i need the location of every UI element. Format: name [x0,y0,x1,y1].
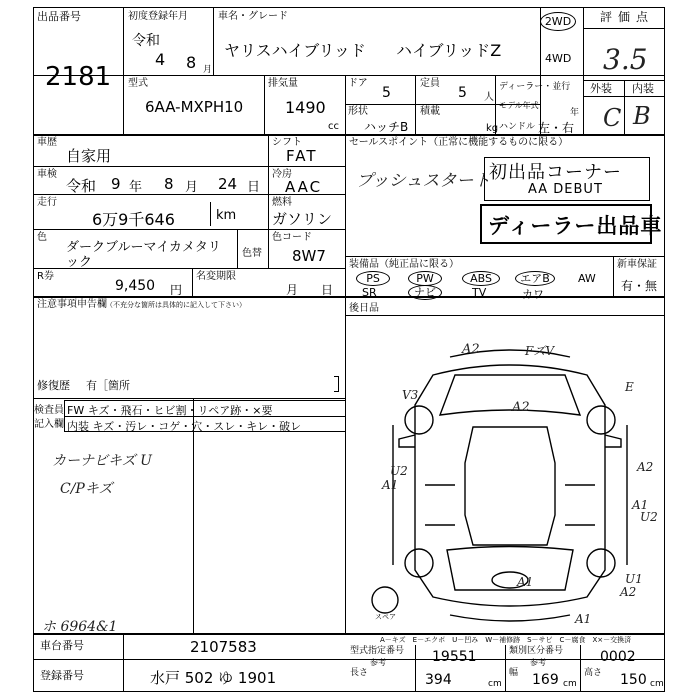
diagram-mark-6: U2 [390,464,408,478]
car-damage-diagram [355,335,665,635]
rule [33,296,665,298]
rule [624,80,625,134]
rule [264,75,265,134]
rule [33,166,345,167]
drive-4wd: 4WD [545,52,572,65]
category-value: 0002 [600,649,636,665]
drive-2wd-badge: 2WD [540,12,576,31]
first-reg-month: 8 [186,53,197,72]
height-unit: cm [650,679,664,689]
rule [613,256,614,296]
roof [465,427,555,545]
diagram-mark-12: U1 [625,572,643,586]
sales-point-handwritten: プッシュスタート [356,171,491,191]
score-value: 3.5 [603,43,648,76]
mileage-unit: km [216,208,237,223]
front-right-wheel [587,406,615,434]
load-label: 積載 [420,106,440,117]
shift-value: FAT [286,147,318,165]
recycle-label: R券 [37,271,54,282]
memo-2: C/Pキズ [60,481,113,497]
front-left-wheel [405,406,433,434]
right-mirror [605,435,621,447]
inspector-label-1: 検査員 [34,405,64,416]
inspection-year: 9 [111,175,121,193]
interior-grade: B [633,102,651,130]
first-reg-year: 4 [155,50,166,69]
spare-tire [372,587,398,613]
inspection-month-unit: 月 [185,180,199,195]
width-label: 幅 [509,668,519,678]
inspection-year-unit: 年 [129,180,143,195]
displacement-value: 1490 [285,98,326,117]
warranty-value: 有・無 [621,279,658,293]
model-year-label: モデル年式 [499,101,539,110]
warranty-label: 新車保証 [617,259,657,270]
rule [192,268,193,296]
rear-items-label: 後日品 [349,303,379,314]
inspection-era: 令和 [66,177,97,195]
displacement-unit: cc [328,121,339,132]
repair-bracket-end [334,376,339,392]
repair-label: 修復歴 [37,379,70,392]
interior-label: 内装 [632,82,654,95]
diagram-mark-8: A2 [637,460,654,474]
model-label: 車名・グレード [218,11,288,22]
equip-aw: AW [578,272,596,285]
inspector-row-1: FW キズ・飛石・ヒビ割・リペア跡・×要 [67,404,273,417]
recycle-unit: 円 [170,283,183,297]
lot-number: 2181 [45,62,112,92]
load-unit: kg [486,123,499,134]
spare-label: スペア [375,613,396,621]
dealer-label: ディーラー・並行 [499,82,571,92]
rear-right-wheel [587,549,615,577]
cert-sub: 参考 [370,658,386,667]
diagram-mark-5: A2 [512,400,530,415]
color-change-label: 色替 [242,248,262,259]
diagram-mark-4: E [625,380,634,394]
diagram-mark-3: V3 [402,388,419,402]
diagram-mark-10: U2 [640,510,658,524]
exterior-label: 外装 [590,82,612,95]
chassis-label: 車台番号 [40,639,84,652]
chassis-value: 2107583 [190,638,257,656]
rule [580,645,581,692]
color-code-label: 色コード [272,232,312,243]
rule [583,28,665,29]
height-value: 150 [620,672,647,688]
equipment-label: 装備品（純正品に限る） [349,259,459,270]
length-value: 394 [425,672,452,688]
color-label: 色 [37,232,47,243]
color-value-1: ダークブルーマイカメタリ [66,240,221,255]
first-reg-era: 令和 [132,33,160,49]
length-unit: cm [488,679,502,689]
shift-label: シフト [272,137,302,148]
transfer-label: 名変期限 [196,271,236,282]
equip-navi: ナビ [408,285,442,300]
left-mirror [399,435,415,447]
model-grade: ハイブリッドZ [396,41,502,60]
inspector-label-2: 記入欄 [34,419,64,430]
transfer-month: 月 [286,283,299,297]
rear-left-wheel [405,549,433,577]
displacement-label: 排気量 [268,78,298,89]
sales-point-label: セールスポイント（正常に機能するものに限る） [349,137,569,148]
dealer-stamp [480,204,663,244]
diagram-mark-2: FズV [525,344,554,358]
caution-sub: （不充分な箇所は具体的に記入して下さい） [106,301,246,309]
dealer-stamp-text: ディーラー出品車 [488,214,663,238]
rule [540,7,541,134]
debut-corner-sub: AA DEBUT [528,182,603,197]
equip-abs: ABS [462,271,500,286]
category-label: 類別区分番号 [509,646,564,656]
width-unit: cm [563,679,577,689]
capacity-value: 5 [458,85,467,101]
caution-label: 注意事項申告欄 [37,299,107,310]
capacity-label: 定員 [420,78,440,89]
debut-corner-title: 初出品コーナー [489,162,622,183]
exterior-grade: C [603,104,622,132]
plate-value: 水戸 502 ゆ 1901 [150,669,277,687]
equip-ps: PS [356,271,390,286]
rule [237,229,238,268]
rule [33,398,345,399]
inspector-row-2: 内装 キズ・汚レ・コゲ・穴・スレ・キレ・破レ [67,420,302,433]
diagram-mark-11: A1 [517,575,534,589]
rule [213,7,214,75]
width-value: 169 [532,672,559,688]
height-label: 高さ [584,668,603,678]
plate-label: 登録番号 [40,669,84,682]
fuel-label: 燃料 [272,197,292,208]
rule [583,7,584,134]
transfer-day: 日 [321,283,334,297]
equip-airbag: エアB [515,271,555,286]
model-year-unit: 年 [570,108,580,118]
first-reg-month-unit: 月 [203,65,213,75]
ac-value: AAC [285,178,323,196]
rear-window [447,547,573,591]
recycle-value: 9,450 [115,278,156,294]
diagram-mark-13: A2 [620,585,637,599]
cert-label: 型式指定番号 [350,646,405,656]
mileage-value: 6万9千646 [92,210,175,229]
shape-value: ハッチB [364,120,409,134]
equip-leather: カワ [522,288,544,301]
cert-value: 19551 [432,649,477,665]
rule [345,315,665,316]
rule [345,256,665,257]
door-line-right [565,485,595,525]
fuel-value: ガソリン [272,210,333,228]
diagram-mark-9: A1 [632,498,649,512]
length-label: 長さ [350,668,369,678]
mileage-label: 走行 [37,197,57,208]
damage-legend: A－キズ E－エクボ U－凹み W－補修跡 S－サビ C－腐食 X×－交換済 [380,636,632,644]
rule [210,202,211,226]
door-label: ドア [348,78,368,89]
handle-value: 左・右 [538,121,575,135]
rule [268,134,269,268]
inspection-day-unit: 日 [247,180,261,195]
rule [33,659,345,660]
rear-bumper [450,615,570,621]
type-label: 型式 [128,78,148,89]
door-value: 5 [382,85,391,101]
rule [33,75,665,76]
equip-sr: SR [362,286,377,299]
history-value: 自家用 [66,147,112,165]
handle-label: ハンドル [499,122,536,132]
door-line-left [425,485,455,525]
rule [123,7,124,134]
inspection-month: 8 [164,175,174,193]
equip-pw: PW [408,271,442,286]
diagram-mark-1: A2 [462,342,480,357]
repair-value: 有［箇所 [86,379,130,392]
rule [505,645,506,692]
category-sub: 参考 [530,658,546,667]
inspection-label: 車検 [37,169,57,180]
rule [33,229,345,230]
first-reg-label: 初度登録年月 [128,11,188,22]
memo-1: カーナビキズ U [52,453,152,469]
lot-label: 出品番号 [37,10,81,23]
model-name: ヤリスハイブリッド [224,41,366,60]
windshield [440,375,580,415]
color-value-2: ック [66,255,93,270]
rule [123,633,124,692]
rule [345,75,346,633]
inspection-day: 24 [218,175,238,193]
capacity-unit: 人 [484,92,494,103]
shape-label: 形状 [348,106,368,117]
memo-3: ホ 6964&1 [42,619,118,635]
ac-label: 冷房 [272,169,292,180]
equip-tv: TV [472,286,487,299]
color-code-value: 8W7 [292,247,326,265]
diagram-mark-7: A1 [382,478,399,492]
history-label: 車歴 [37,137,57,148]
diagram-mark-14: A1 [575,612,592,626]
type-value: 6AA-MXPH10 [145,98,244,116]
rule [415,645,416,692]
score-label: 評価点 [600,10,655,24]
